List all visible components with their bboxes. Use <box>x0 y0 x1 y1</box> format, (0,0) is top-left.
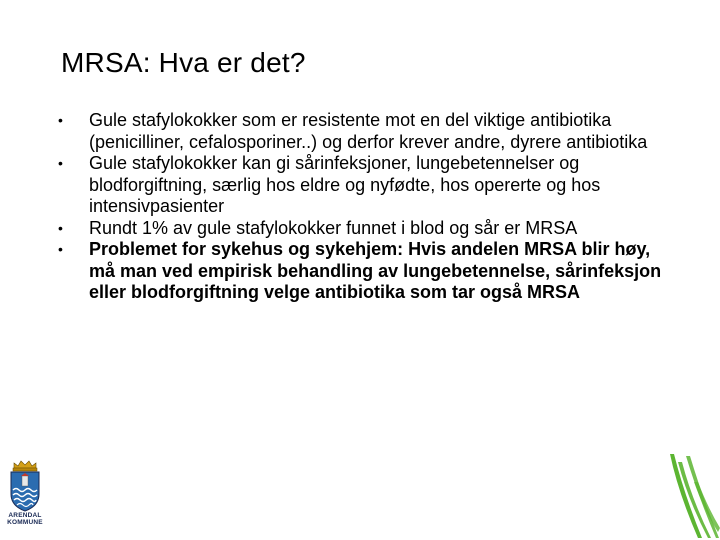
slide-title: MRSA: Hva er det? <box>61 47 306 78</box>
bullet-dot: • <box>58 112 63 128</box>
logo-label-line1: ARENDAL <box>8 512 42 519</box>
bullet-text: Problemet for sykehus og sykehjem: Hvis andelen MRSA blir høy, må man ved empirisk behandling av lungebetennelse, sårinfeksjon eller blodforgiftning velge antibiotika som tar også MRSA <box>89 239 662 302</box>
bullet-dot: • <box>58 155 63 171</box>
bullet-dot: • <box>58 241 63 257</box>
coat-of-arms-icon <box>6 460 44 512</box>
bullet-list <box>57 110 667 304</box>
green-swoosh-icon <box>664 452 720 540</box>
bullet-item <box>57 218 667 240</box>
logo-label-line2: KOMMUNE <box>7 519 43 526</box>
bullet-dot: • <box>58 219 63 236</box>
bullet-item <box>57 239 667 304</box>
arendal-kommune-logo <box>6 460 44 536</box>
bullet-item <box>57 153 667 218</box>
bullet-text: Gule stafylokokker som er resistente mot en del viktige antibiotika (penicilliner, cefalosporiner..) og derfor krever andre, dyrere antibiotika <box>89 110 648 152</box>
bullet-item <box>57 110 667 153</box>
bullet-text: Rundt 1% av gule stafylokokker funnet i blod og sår er MRSA <box>89 217 578 238</box>
bullet-text: Gule stafylokokker kan gi sårinfeksjoner, lungebetennelser og blodforgiftning, særlig hos eldre og nyfødte, hos opererte og hos intensivpasienter <box>89 153 601 216</box>
